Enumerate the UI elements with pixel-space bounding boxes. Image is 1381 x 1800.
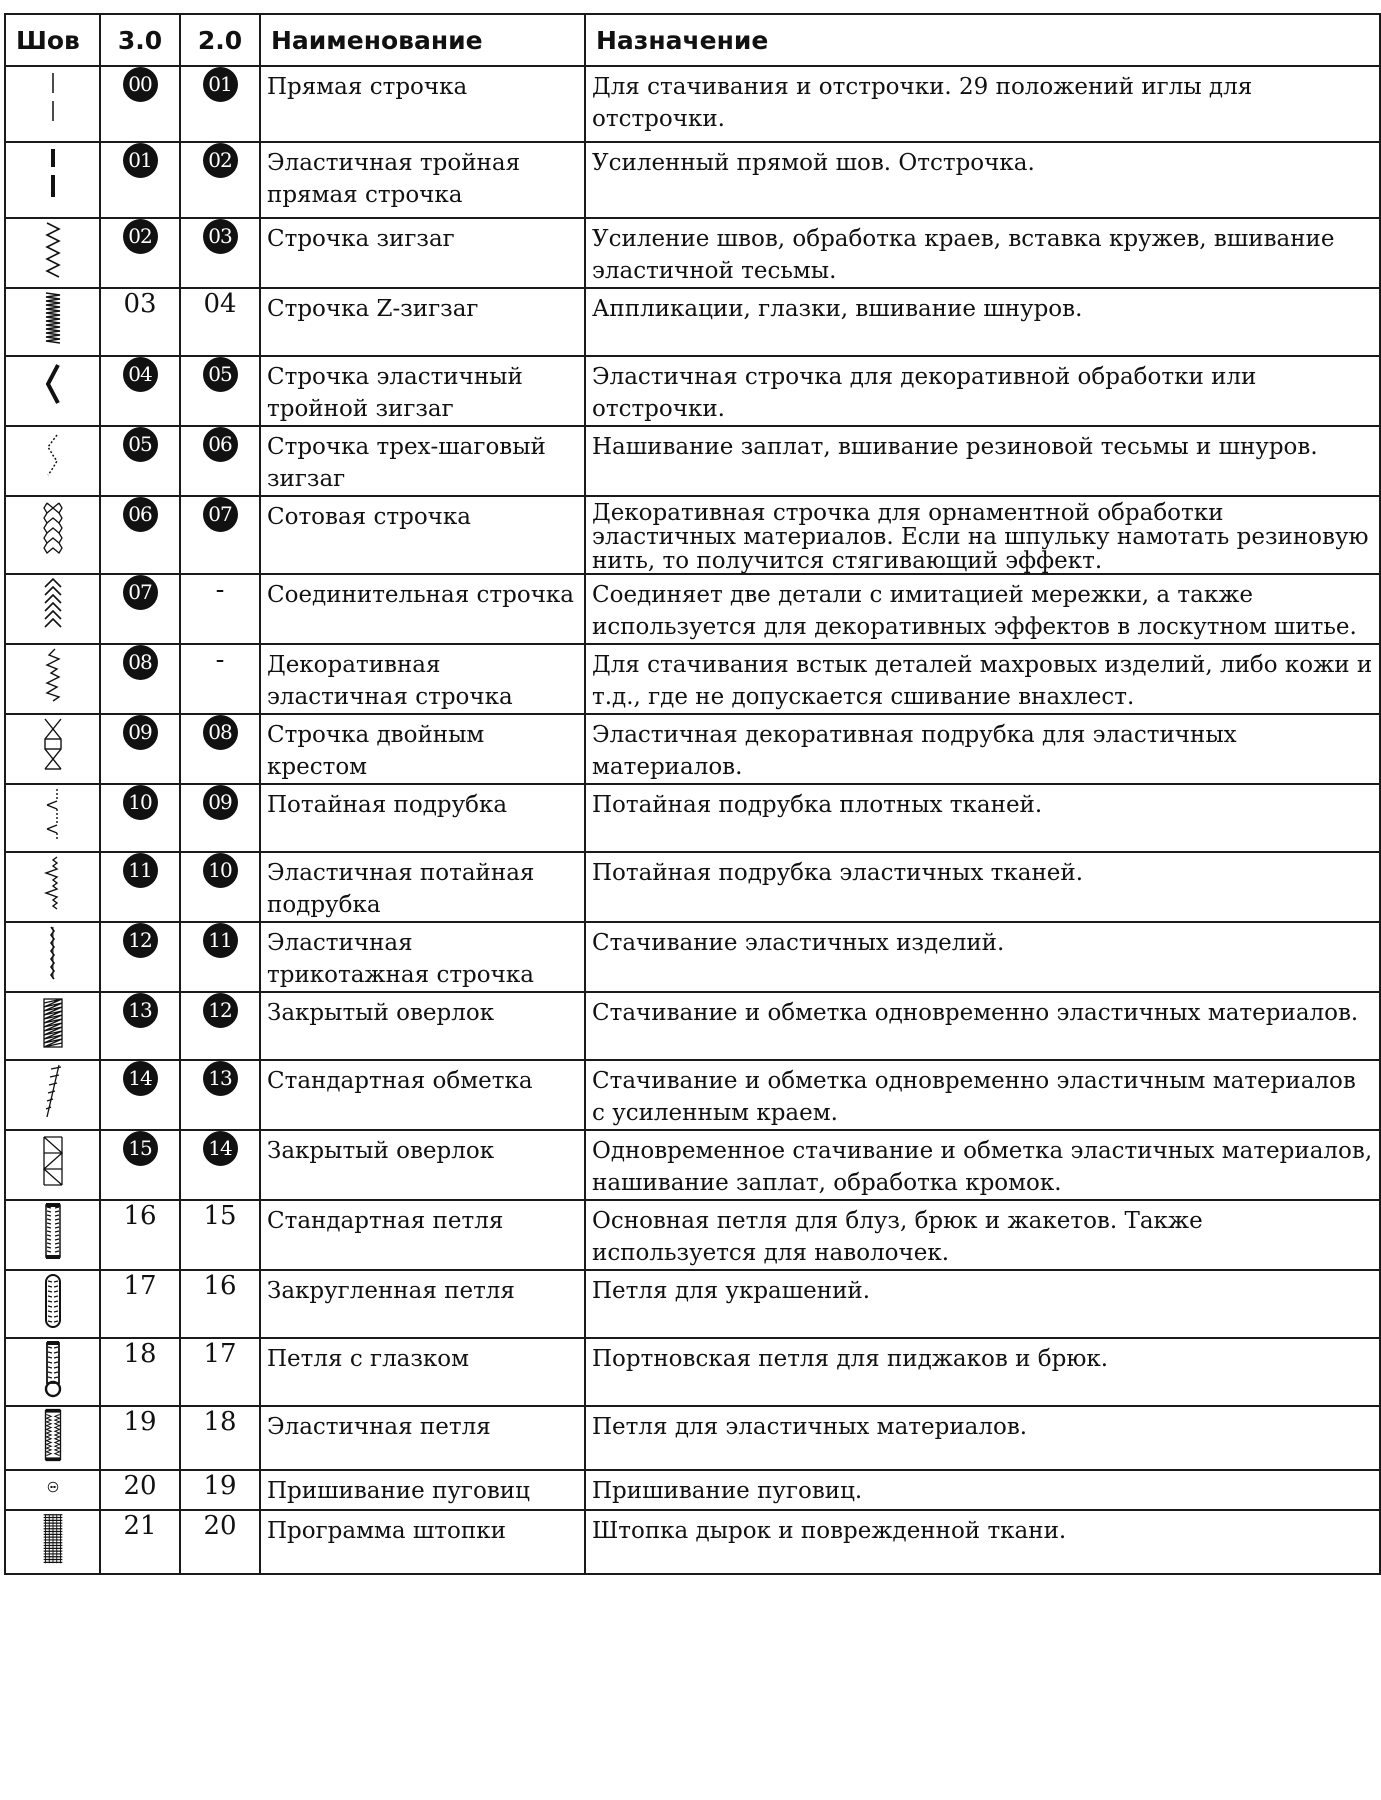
number-badge: 14	[123, 1061, 158, 1096]
number-badge: 11	[123, 853, 158, 888]
header-col-30: 3.0	[100, 14, 180, 66]
z-zigzag-stitch-icon	[38, 289, 68, 349]
program-number-30	[100, 992, 180, 1060]
elastic-knit-stitch-icon	[38, 923, 68, 983]
table-row	[5, 784, 1380, 852]
table-row	[5, 852, 1380, 922]
stitch-purpose: Стачивание эластичных изделий.	[585, 922, 1380, 992]
stitch-name: Эластичная петля	[260, 1406, 585, 1470]
program-number-30	[100, 66, 180, 142]
stitch-purpose: Одновременное стачивание и обметка эластичных материалов, нашивание заплат, обработка кромок.	[585, 1130, 1380, 1200]
table-row	[5, 1406, 1380, 1470]
stitch-cell	[5, 992, 100, 1060]
stitch-purpose: Петля для украшений.	[585, 1270, 1380, 1338]
program-number-20	[180, 922, 260, 992]
table-row	[5, 1130, 1380, 1200]
honeycomb-stitch-icon	[38, 497, 68, 557]
table-row	[5, 288, 1380, 356]
stitch-purpose: Потайная подрубка эластичных тканей.	[585, 852, 1380, 922]
table-row	[5, 1200, 1380, 1270]
header-name: Наименование	[260, 14, 585, 66]
elastic-blind-hem-icon	[38, 853, 68, 913]
stitch-name: Строчка Z-зигзаг	[260, 288, 585, 356]
stitch-name: Стандартная петля	[260, 1200, 585, 1270]
program-number-30	[100, 1338, 180, 1406]
program-number-20	[180, 142, 260, 218]
number-badge: 01	[123, 143, 158, 178]
program-number-20	[180, 1406, 260, 1470]
three-step-zigzag-icon	[38, 427, 68, 487]
connecting-stitch-icon	[38, 575, 68, 635]
program-number-20	[180, 1510, 260, 1574]
number-badge: 08	[123, 645, 158, 680]
stitch-name: Стандартная обметка	[260, 1060, 585, 1130]
stitch-name: Эластичная трикотажная строчка	[260, 922, 585, 992]
closed-overlock-icon	[38, 993, 68, 1053]
number-badge: 00	[123, 67, 158, 102]
number-badge: 09	[123, 715, 158, 750]
stitch-purpose: Потайная подрубка плотных тканей.	[585, 784, 1380, 852]
stitch-cell	[5, 218, 100, 288]
number-badge: 01	[203, 67, 238, 102]
number-badge: 09	[203, 785, 238, 820]
triple-zigzag-stitch-icon	[38, 357, 68, 417]
stitch-name: Пришивание пуговиц	[260, 1470, 585, 1510]
number-badge: 05	[123, 427, 158, 462]
program-number-20	[180, 1060, 260, 1130]
number-text: 18	[203, 1407, 237, 1437]
number-text: 20	[123, 1471, 157, 1501]
number-text: 20	[203, 1511, 237, 1541]
program-number-20	[180, 1200, 260, 1270]
number-badge: 15	[123, 1131, 158, 1166]
program-number-30	[100, 852, 180, 922]
header-purpose: Назначение	[585, 14, 1380, 66]
table-row	[5, 1338, 1380, 1406]
number-text: 18	[123, 1339, 157, 1369]
stitch-purpose: Нашивание заплат, вшивание резиновой тесьмы и шнуров.	[585, 426, 1380, 496]
program-number-30	[100, 288, 180, 356]
program-number-20	[180, 644, 260, 714]
program-number-30	[100, 1200, 180, 1270]
program-number-20	[180, 784, 260, 852]
number-badge: 10	[123, 785, 158, 820]
cut-off-heading	[0, 0, 1381, 14]
stitch-cell	[5, 1510, 100, 1574]
stitch-purpose: Основная петля для блуз, брюк и жакетов. Также используется для наволочек.	[585, 1200, 1380, 1270]
stitch-cell	[5, 288, 100, 356]
program-number-30	[100, 574, 180, 644]
program-number-20	[180, 1130, 260, 1200]
table-row	[5, 992, 1380, 1060]
stitch-purpose: Эластичная строчка для декоративной обработки или отстрочки.	[585, 356, 1380, 426]
header-stitch: Шов	[5, 14, 100, 66]
number-text: 17	[123, 1271, 157, 1301]
number-text: 16	[123, 1201, 157, 1231]
program-number-30	[100, 1130, 180, 1200]
program-number-30	[100, 356, 180, 426]
stitch-name: Соединительная строчка	[260, 574, 585, 644]
table-row	[5, 66, 1380, 142]
program-number-20	[180, 496, 260, 574]
stitch-purpose: Портновская петля для пиджаков и брюк.	[585, 1338, 1380, 1406]
number-badge: 13	[203, 1061, 238, 1096]
triple-straight-stitch-icon	[38, 143, 68, 203]
darning-program-icon	[38, 1511, 68, 1567]
number-badge: 14	[203, 1131, 238, 1166]
stitch-cell	[5, 66, 100, 142]
stitch-name: Закругленная петля	[260, 1270, 585, 1338]
stitch-name: Закрытый оверлок	[260, 1130, 585, 1200]
closed-overlock-cross-icon	[38, 1131, 68, 1191]
program-number-30	[100, 218, 180, 288]
program-number-20	[180, 1338, 260, 1406]
number-badge: 07	[123, 575, 158, 610]
program-number-20	[180, 852, 260, 922]
stitch-name: Закрытый оверлок	[260, 992, 585, 1060]
stitch-cell	[5, 1130, 100, 1200]
stitch-cell	[5, 1470, 100, 1510]
stitch-name: Декоративная эластичная строчка	[260, 644, 585, 714]
stitch-name: Петля с глазком	[260, 1338, 585, 1406]
stitch-cell	[5, 852, 100, 922]
number-badge: 06	[123, 497, 158, 532]
stitch-name: Программа штопки	[260, 1510, 585, 1574]
stitch-purpose: Соединяет две детали с имитацией мережки, а также используется для декоративных эффектов в лоскутном шитье.	[585, 574, 1380, 644]
straight-stitch-icon	[38, 67, 68, 127]
program-number-30	[100, 714, 180, 784]
program-number-30	[100, 426, 180, 496]
number-badge: 12	[123, 923, 158, 958]
stitch-name: Сотовая строчка	[260, 496, 585, 574]
table-header-row	[5, 14, 1380, 66]
program-number-20	[180, 714, 260, 784]
table-row	[5, 1510, 1380, 1574]
number-badge: 05	[203, 357, 238, 392]
program-number-30	[100, 496, 180, 574]
program-number-30	[100, 1510, 180, 1574]
stitch-cell	[5, 1270, 100, 1338]
elastic-buttonhole-icon	[38, 1407, 68, 1463]
stitch-table	[4, 13, 1381, 1575]
stitch-cell	[5, 922, 100, 992]
number-text: -	[215, 575, 225, 605]
stitch-cell	[5, 644, 100, 714]
header-col-20: 2.0	[180, 14, 260, 66]
program-number-30	[100, 1270, 180, 1338]
table-row	[5, 1470, 1380, 1510]
table-row	[5, 496, 1380, 574]
number-badge: 02	[203, 143, 238, 178]
table-row	[5, 426, 1380, 496]
program-number-30	[100, 1406, 180, 1470]
stitch-purpose: Декоративная строчка для орнаментной обработки эластичных материалов. Если на шпульку намотать резиновую нить, то получится стягивающий эффект.	[585, 496, 1380, 574]
program-number-20	[180, 356, 260, 426]
number-badge: 02	[123, 219, 158, 254]
stitch-cell	[5, 1338, 100, 1406]
stitch-name: Эластичная потайная подрубка	[260, 852, 585, 922]
stitch-purpose: Усиление швов, обработка краев, вставка кружев, вшивание эластичной тесьмы.	[585, 218, 1380, 288]
number-text: 21	[123, 1511, 157, 1541]
stitch-purpose: Усиленный прямой шов. Отстрочка.	[585, 142, 1380, 218]
table-row	[5, 1270, 1380, 1338]
program-number-20	[180, 426, 260, 496]
program-number-20	[180, 1470, 260, 1510]
stitch-name: Эластичная тройная прямая строчка	[260, 142, 585, 218]
program-number-20	[180, 574, 260, 644]
stitch-cell	[5, 356, 100, 426]
table-row	[5, 714, 1380, 784]
table-row	[5, 644, 1380, 714]
number-text: 04	[203, 289, 237, 319]
number-text: 16	[203, 1271, 237, 1301]
number-text: -	[215, 645, 225, 675]
stitch-purpose: Для стачивания встык деталей махровых изделий, либо кожи и т.д., где не допускается сшивание внахлест.	[585, 644, 1380, 714]
table-row	[5, 218, 1380, 288]
number-badge: 12	[203, 993, 238, 1028]
number-badge: 06	[203, 427, 238, 462]
stitch-purpose: Эластичная декоративная подрубка для эластичных материалов.	[585, 714, 1380, 784]
button-sewing-icon	[38, 1471, 68, 1503]
stitch-purpose: Пришивание пуговиц.	[585, 1470, 1380, 1510]
number-text: 03	[123, 289, 157, 319]
stitch-cell	[5, 1406, 100, 1470]
stitch-purpose: Аппликации, глазки, вшивание шнуров.	[585, 288, 1380, 356]
stitch-cell	[5, 496, 100, 574]
program-number-30	[100, 784, 180, 852]
program-number-30	[100, 142, 180, 218]
number-badge: 11	[203, 923, 238, 958]
table-row	[5, 1060, 1380, 1130]
stitch-cell	[5, 142, 100, 218]
number-badge: 07	[203, 497, 238, 532]
table-row	[5, 922, 1380, 992]
table-row	[5, 574, 1380, 644]
stitch-cell	[5, 426, 100, 496]
number-badge: 04	[123, 357, 158, 392]
program-number-30	[100, 1060, 180, 1130]
keyhole-buttonhole-icon	[38, 1339, 68, 1399]
standard-overcast-icon	[38, 1061, 68, 1121]
stitch-name: Потайная подрубка	[260, 784, 585, 852]
stitch-name: Строчка двойным крестом	[260, 714, 585, 784]
zigzag-stitch-icon	[38, 219, 68, 279]
stitch-cell	[5, 784, 100, 852]
stitch-purpose: Петля для эластичных материалов.	[585, 1406, 1380, 1470]
stitch-purpose: Стачивание и обметка одновременно эластичным материалов с усиленным краем.	[585, 1060, 1380, 1130]
number-badge: 03	[203, 219, 238, 254]
program-number-20	[180, 1270, 260, 1338]
stitch-purpose: Штопка дырок и поврежденной ткани.	[585, 1510, 1380, 1574]
number-text: 19	[203, 1471, 237, 1501]
stitch-name: Прямая строчка	[260, 66, 585, 142]
stitch-cell	[5, 1200, 100, 1270]
stitch-name: Строчка трех-шаговый зигзаг	[260, 426, 585, 496]
standard-buttonhole-icon	[38, 1201, 68, 1261]
number-badge: 10	[203, 853, 238, 888]
stitch-purpose: Стачивание и обметка одновременно эластичных материалов.	[585, 992, 1380, 1060]
blind-hem-stitch-icon	[38, 785, 68, 845]
number-text: 19	[123, 1407, 157, 1437]
program-number-20	[180, 66, 260, 142]
number-text: 17	[203, 1339, 237, 1369]
program-number-20	[180, 992, 260, 1060]
stitch-name: Строчка эластичный тройной зигзаг	[260, 356, 585, 426]
stitch-name: Строчка зигзаг	[260, 218, 585, 288]
program-number-30	[100, 922, 180, 992]
table-row	[5, 356, 1380, 426]
table-row	[5, 142, 1380, 218]
double-cross-stitch-icon	[38, 715, 68, 775]
decorative-elastic-stitch-icon	[38, 645, 68, 705]
number-text: 15	[203, 1201, 237, 1231]
stitch-purpose: Для стачивания и отстрочки. 29 положений иглы для отстрочки.	[585, 66, 1380, 142]
stitch-cell	[5, 574, 100, 644]
program-number-20	[180, 288, 260, 356]
number-badge: 08	[203, 715, 238, 750]
number-badge: 13	[123, 993, 158, 1028]
program-number-30	[100, 644, 180, 714]
program-number-30	[100, 1470, 180, 1510]
stitch-cell	[5, 714, 100, 784]
program-number-20	[180, 218, 260, 288]
stitch-cell	[5, 1060, 100, 1130]
rounded-buttonhole-icon	[38, 1271, 68, 1331]
